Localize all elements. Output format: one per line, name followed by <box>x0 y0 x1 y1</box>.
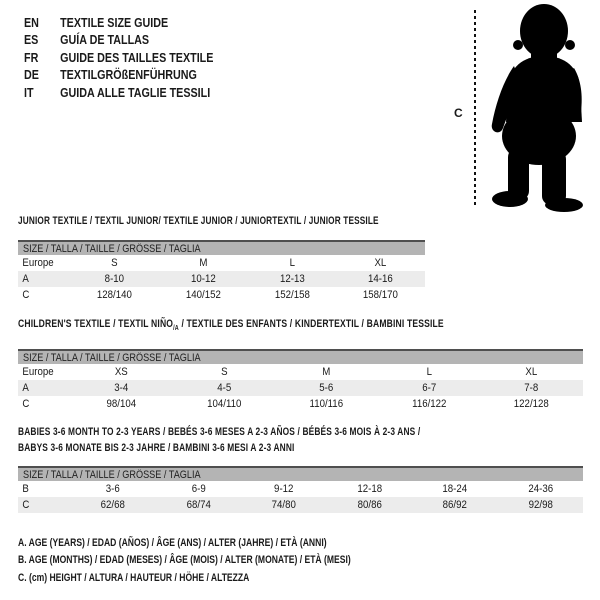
size-value: L <box>426 366 432 378</box>
footnote-a: A. AGE (YEARS) / EDAD (AÑOS) / ÂGE (ANS) / ALTER (JAHRE) / ETÀ (ANNI) <box>18 536 327 549</box>
size-value: 5-6 <box>319 382 334 394</box>
children-size-table <box>18 349 583 412</box>
lang-code: ES <box>24 33 39 48</box>
size-value: 4-5 <box>216 382 231 394</box>
size-value: 10-12 <box>190 273 216 285</box>
lang-row-it <box>24 84 213 102</box>
junior-size-table <box>18 240 425 303</box>
babies-title-line1: BABIES 3-6 MONTH TO 2-3 YEARS / BEBÉS 3-6 MESES A 2-3 AÑOS / BÉBÉS 3-6 MOIS À 2-3 ANS / <box>18 426 421 438</box>
size-header-bar <box>18 240 425 255</box>
lang-label: TEXTILGRÖßENFÜHRUNG <box>60 68 197 83</box>
height-measure-dashed-line <box>474 10 476 207</box>
children-title-subscript: /A <box>173 325 179 333</box>
size-value: XS <box>114 366 128 378</box>
children-title-suffix: / TEXTILE DES ENFANTS / KINDERTEXTIL / BAMBINI TESSILE <box>178 318 444 330</box>
size-value: 6-9 <box>191 483 206 495</box>
size-value: 104/110 <box>206 398 242 410</box>
size-value: 158/170 <box>363 289 399 301</box>
size-value: 80/86 <box>357 499 382 511</box>
row-label: C <box>22 499 30 511</box>
lang-code: DE <box>24 68 39 83</box>
lang-row-fr <box>24 49 213 67</box>
size-value: XL <box>374 257 387 269</box>
row-label: Europe <box>22 257 54 269</box>
height-measure-label: C <box>454 106 463 120</box>
lang-code: EN <box>24 15 39 30</box>
size-value: 128/140 <box>96 289 132 301</box>
size-header-label: SIZE / TALLA / TAILLE / GRÖSSE / TAGLIA <box>23 351 201 364</box>
size-value: 140/152 <box>185 289 221 301</box>
table-row <box>18 396 583 412</box>
size-value: 14-16 <box>368 273 393 285</box>
row-label: A <box>22 273 29 285</box>
size-value: 3-6 <box>105 483 120 495</box>
size-value: 92/98 <box>528 499 553 511</box>
footnote-b: B. AGE (MONTHS) / EDAD (MESES) / ÂGE (MOIS) / ALTER (MONATE) / ETÀ (MESI) <box>18 554 351 567</box>
size-value: S <box>111 257 118 269</box>
footnote-c: C. (cm) HEIGHT / ALTURA / HAUTEUR / HÖHE / ALTEZZA <box>18 571 250 584</box>
row-label: Europe <box>22 366 54 378</box>
lang-code: IT <box>24 85 34 100</box>
toddler-silhouette-figure <box>484 0 600 212</box>
babies-title-line2: BABYS 3-6 MONATE BIS 2-3 JAHRE / BAMBINI 3-6 MESI A 2-3 ANNI <box>18 442 295 454</box>
lang-label: GUIDE DES TAILLES TEXTILE <box>60 50 214 65</box>
size-value: M <box>199 257 208 269</box>
size-value: 62/68 <box>100 499 125 511</box>
footnotes <box>18 534 445 587</box>
lang-code: FR <box>24 50 39 65</box>
table-row <box>18 364 583 380</box>
size-value: 3-4 <box>114 382 129 394</box>
size-value: S <box>220 366 228 378</box>
size-value: 98/104 <box>106 398 137 410</box>
size-header-bar <box>18 466 583 481</box>
size-value: M <box>322 366 331 378</box>
lang-row-es <box>24 32 213 50</box>
size-value: 122/128 <box>514 398 550 410</box>
table-row <box>18 497 583 513</box>
size-value: 18-24 <box>442 483 468 495</box>
children-title-prefix: CHILDREN'S TEXTILE / TEXTIL NIÑO <box>18 318 174 330</box>
height-figure <box>450 0 600 216</box>
table-row <box>18 255 425 271</box>
babies-size-table <box>18 466 583 513</box>
table-row <box>18 271 425 287</box>
size-value: XL <box>525 366 538 378</box>
size-value: 24-36 <box>527 483 553 495</box>
size-value: 8-10 <box>104 273 125 285</box>
row-label: A <box>22 382 29 394</box>
row-label: C <box>22 289 30 301</box>
table-row <box>18 481 583 497</box>
size-header-label: SIZE / TALLA / TAILLE / GRÖSSE / TAGLIA <box>23 242 201 255</box>
size-value: 152/158 <box>274 289 310 301</box>
size-value: 110/116 <box>309 398 344 410</box>
size-value: 9-12 <box>274 483 294 495</box>
table-row <box>18 287 425 303</box>
row-label: C <box>22 398 30 410</box>
size-value: 74/80 <box>271 499 296 511</box>
size-value: L <box>289 257 295 269</box>
size-value: 86/92 <box>442 499 467 511</box>
junior-table-title: JUNIOR TEXTILE / TEXTIL JUNIOR/ TEXTILE JUNIOR / JUNIORTEXTIL / JUNIOR TESSILE <box>18 215 379 227</box>
size-value: 12-18 <box>356 483 382 495</box>
lang-row-de <box>24 67 213 85</box>
size-value: 116/122 <box>411 398 447 410</box>
lang-label: GUIDA ALLE TAGLIE TESSILI <box>60 85 211 100</box>
size-value: 6-7 <box>422 382 437 394</box>
lang-row-en <box>24 14 213 32</box>
lang-label: TEXTILE SIZE GUIDE <box>60 15 169 30</box>
size-value: 7-8 <box>524 382 539 394</box>
table-row <box>18 380 583 396</box>
language-guide-list <box>24 14 244 102</box>
size-header-bar <box>18 349 583 364</box>
lang-label: GUÍA DE TALLAS <box>60 33 150 48</box>
size-header-label: SIZE / TALLA / TAILLE / GRÖSSE / TAGLIA <box>23 468 201 481</box>
babies-table-title <box>18 424 420 456</box>
row-label: B <box>22 483 29 495</box>
size-value: 68/74 <box>186 499 211 511</box>
children-table-title <box>18 316 444 337</box>
size-value: 12-13 <box>279 273 305 285</box>
